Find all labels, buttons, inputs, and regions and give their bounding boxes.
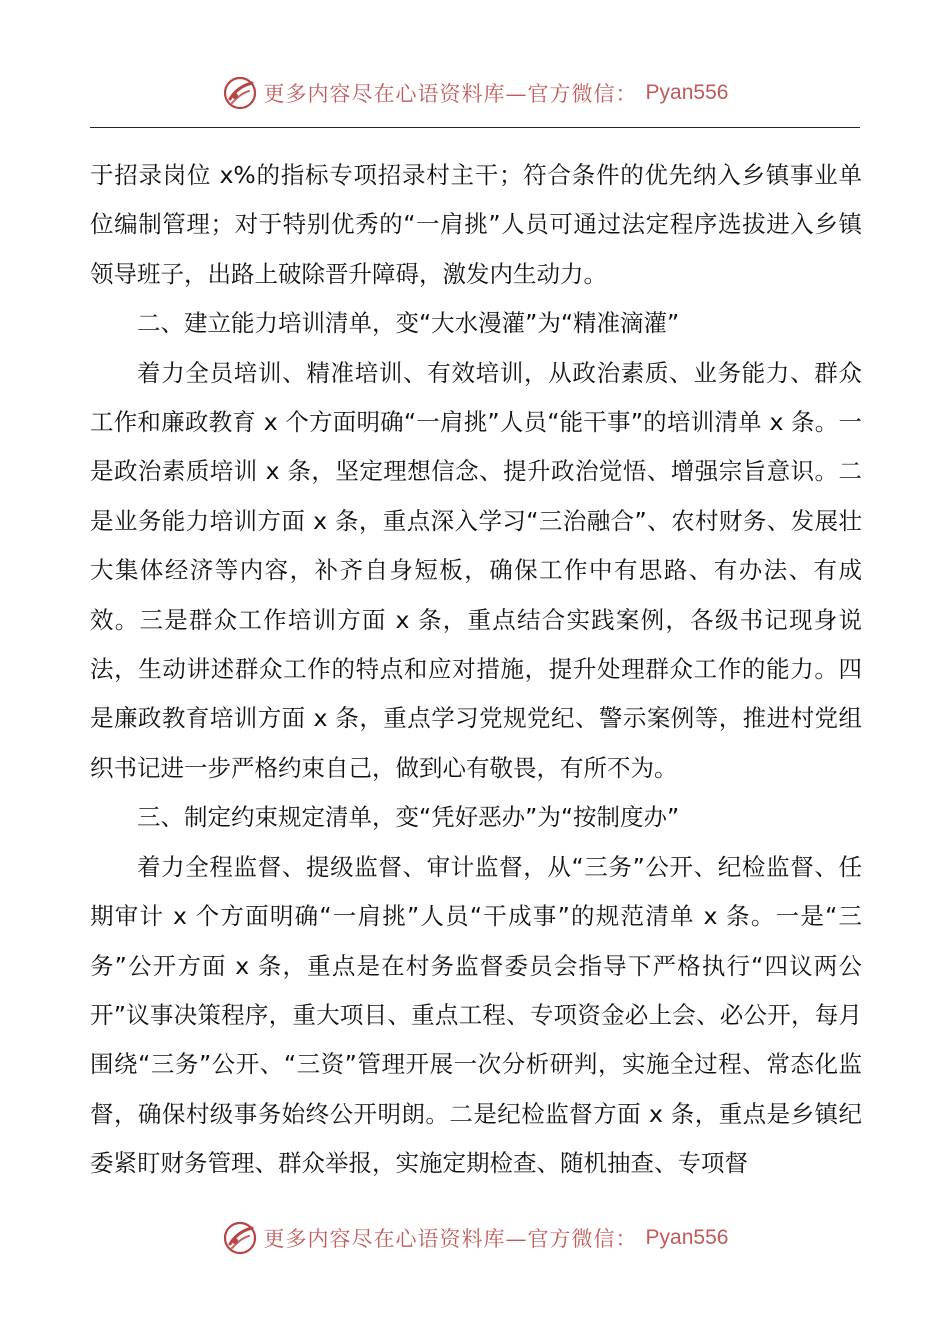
header-divider [90,127,860,128]
brush-logo-icon [222,1220,258,1256]
page-footer-watermark [0,1218,950,1258]
document-body [90,151,862,1189]
section-heading-3: 三、制定约束规定清单，变“凭好恶办”为“按制度办” [137,803,680,832]
page-header-watermark [0,73,950,113]
paragraph-1: 于招录岗位 x%的指标专项招录村主干；符合条件的优先纳入乡镇事业单位编制管理；对于特别优秀的“一肩挑”人员可通过法定程序选拔进入乡镇领导班子，出路上破除晋升障碍，激发内生动力。 [90,161,862,288]
watermark-text: 更多内容尽在心语资料库—官方微信： [263,82,638,106]
watermark-brand [222,75,729,111]
watermark-brand-footer [222,1220,729,1256]
wechat-id: Pyan556 [645,81,729,104]
wechat-id-footer: Pyan556 [645,1226,729,1249]
brush-logo-icon [222,75,258,111]
paragraph-2: 着力全员培训、精准培训、有效培训，从政治素质、业务能力、群众工作和廉政教育 x 个方面明确“一肩挑”人员“能干事”的培训清单 x 条。一是政治素质培训 x 条，坚定理想信念、提升政治觉悟、增强宗旨意识。二是业务能力培训方面 x 条，重点深入学习“三治融合”、农村财务、发展壮大集体经济等内容，补齐自身短板，确保工作中有思路、有办法、有成效。三是群众工作培训方面 x 条，重点结合实践案例，各级书记现身说法，生动讲述群众工作的特点和应对措施，提升处理群众工作的能力。四是廉政教育培训方面 x 条，重点学习党规党纪、警示案例等，推进村党组织书记进一步严格约束自己，做到心有敬畏，有所不为。 [90,358,862,782]
section-heading-2: 二、建立能力培训清单，变“大水漫灌”为“精准滴灌” [137,309,680,338]
watermark-text-footer: 更多内容尽在心语资料库—官方微信： [263,1227,638,1251]
paragraph-3: 着力全程监督、提级监督、审计监督，从“三务”公开、纪检监督、任期审计 x 个方面明确“一肩挑”人员“干成事”的规范清单 x 条。一是“三务”公开方面 x 条，重点是在村务监督委员会指导下严格执行“四议两公开”议事决策程序，重大项目、重点工程、专项资金必上会、必公开，每月围绕“三务”公开、“三资”管理开展一次分析研判，实施全过程、常态化监督，确保村级事务始终公开明朗。二是纪检监督方面 x 条，重点是乡镇纪委紧盯财务管理、群众举报，实施定期检查、随机抽查、专项督 [90,852,862,1178]
